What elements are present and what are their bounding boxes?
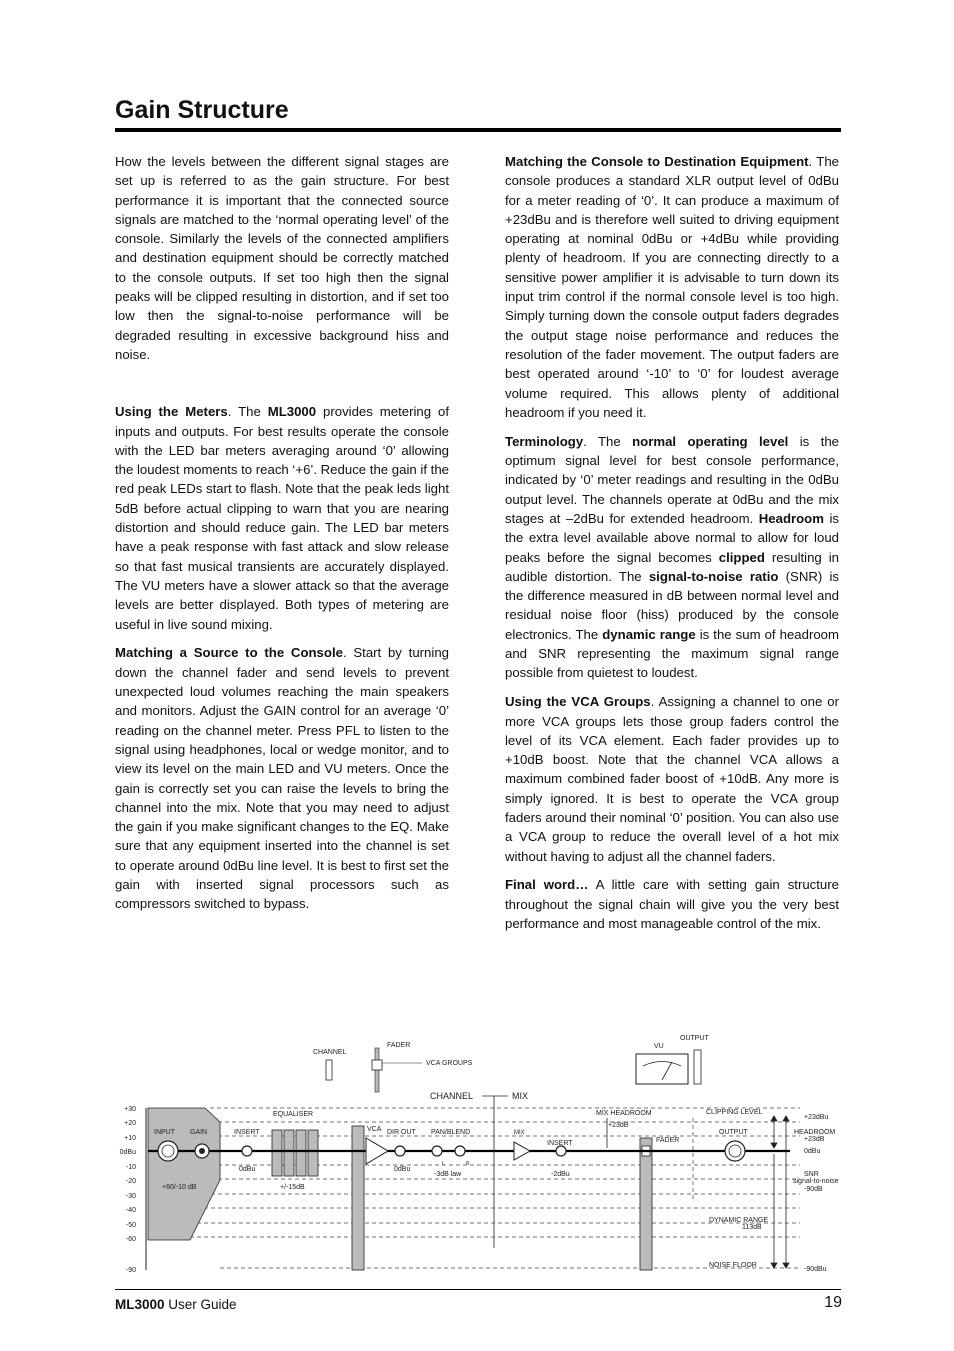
equaliser-blocks [272,1130,318,1176]
blend-knob-icon [455,1146,465,1156]
term-text-b: is the optimum signal level for best console performance, indicated by ‘0’ meter readings and resulting in the 0dBu output level. The channels operate at 0dBu and the mix stages at –2dBu for extended headroom. [505,433,839,526]
term-headroom: Headroom [758,510,824,526]
scale-label: -60 [125,1236,136,1243]
scale-label: -40 [125,1207,136,1214]
label-equaliser: EQUALISER [273,1111,314,1118]
term-text-d: resulting in audible distortion. The [505,549,839,584]
scale-label: -90 [125,1267,136,1274]
vca-text: . Assigning a channel to one or more VCA groups lets those group faders control the level of its VCA element. Each fader provides up to +10dB boost. Note that the channel VCA allows a maximum combined fader boost of +10dB. Any more is simply ignored. It is best to operate the VCA group faders around their nominal ‘0’ position. You can also use a VCA group to reduce the overall level of a hot mix without having to adjust all the channel faders. [505,694,840,864]
meters-paragraph [115,402,449,634]
output-connector-icon [725,1141,745,1161]
footer-guide-title [115,1297,237,1312]
label-dirout-0dbu: 0dBu [394,1166,411,1173]
meters-text-a: . The [227,404,268,420]
scale-labels [120,1106,136,1274]
label-channel: CHANNEL [313,1049,347,1056]
footer-guide: User Guide [164,1297,237,1312]
label-minus90dbu: -90dBu [804,1266,827,1273]
label-headroom-value: +23dB [804,1136,825,1143]
label-insert: INSERT [234,1129,260,1136]
product-name: ML3000 [267,404,317,420]
channel-meter-icon [326,1060,332,1080]
term-paragraph [505,432,839,683]
label-mix-insert: INSERT [547,1140,573,1147]
label-vca-groups: VCA GROUPS [426,1060,473,1067]
term-normal-operating-level: normal operating level [632,433,789,449]
label-output: OUTPUT [719,1129,748,1136]
term-text-f: is the sum of headroom and SNR representing the maximum signal range possible from quietest to loudest. [505,626,839,681]
channel-fader-bar [352,1126,364,1270]
input-gain-shape [148,1108,220,1240]
scale-label: -50 [125,1222,136,1229]
vca-heading: Using the VCA Groups [505,694,651,710]
label-pan-l: L [442,1161,445,1167]
label-input: INPUT [154,1129,175,1136]
term-snr: signal-to-noise ratio [648,568,779,584]
footer-product: ML3000 [115,1297,165,1312]
label-minus2dbu: -2dBu [551,1171,570,1178]
scale-label: 0dBu [119,1149,136,1156]
label-mix-small: MIX [514,1130,525,1136]
left-column [115,152,449,923]
gain-knob-center [199,1148,205,1154]
dest-heading: Matching the Console to Destination Equipment [505,154,809,169]
term-text-c: is the extra level available above normal to allow for loud peaks before the signal becomes [505,510,840,565]
right-column [505,152,839,943]
output-meter-icon [694,1050,701,1084]
fader-knob-icon [372,1060,382,1070]
label-dynamic-value: 113dB [742,1224,762,1231]
source-text: . Start by turning down the channel fader and send levels to prevent unexpected loud volumes reaching the main speakers and monitors. Adjust the GAIN control for an average ‘0’ reading on the channel meter. Press PFL to listen to the signal using headphones, local or wedge monitor, and to view its level on the main LED and VU meters. Once the gain is correctly set you can raise the levels to bring the channel into the mix. Note that you may need to adjust the gain if you make significant changes to the EQ. Make sure that any equipment inserted into the channel is set to operate around 0dBu line level. It is best to first set the gain with inserted signal processors such as compressors switched to bypass. [115,645,449,912]
dest-text: . The console produces a standard XLR output level of 0dBu for a meter reading of ‘0’. It can produce a maximum of +23dBu and is therefore well suited to driving equipment operating at nominal 0dBu or +4dBu while providing plenty of headroom. If you are connecting directly to a sensitive power amplifier it is advisable to turn down its input trim control if the normal console level is too high. Simply turning down the console output faders degrades the output stage noise performance and reduces the resolution of the fader movement. The output faders are best operated around ‘-10’ to ‘0’ for loudest average volume required. This allows plenty of additional headroom if you need it. [505,154,839,420]
final-text: A little care with setting gain structure throughout the signal chain will give you the very best performance and most manageable control of the mix. [505,877,839,932]
label-mix-fader: FADER [656,1137,680,1144]
mix-amp-icon [514,1142,530,1160]
final-paragraph [505,875,839,933]
term-text-a: . The [583,433,633,449]
mix-insert-jack-icon [556,1146,566,1156]
label-dynamic-range: DYNAMIC RANGE [709,1217,769,1224]
scale-label: +10 [124,1135,136,1142]
label-noise-floor: NOISE FLOOR [709,1262,757,1269]
term-clipped: clipped [718,549,765,565]
insert-jack-icon [242,1146,252,1156]
term-dynamic-range: dynamic range [602,626,696,642]
gain-structure-diagram [110,1030,850,1280]
scale-label: -20 [125,1178,136,1185]
label-plus23dbu: +23dBu [804,1114,829,1121]
vca-amp-icon [366,1138,388,1164]
label-headroom: HEADROOM [794,1129,836,1136]
label-insert-0dbu: 0dBu [239,1166,256,1173]
label-gain-range: +60/-10 dB [162,1184,197,1191]
pan-knob-icon [432,1146,442,1156]
vca-paragraph [505,692,839,866]
page-number: 19 [824,1294,842,1311]
dest-paragraph [505,152,839,422]
label-mix-plus23: +23dB [608,1122,629,1129]
scale-label: +20 [124,1120,136,1127]
label-gain: GAIN [190,1129,208,1136]
title-rule [115,128,841,132]
label-snr-value: -90dB [804,1186,823,1193]
label-snr-desc: signal-to-noise [793,1178,839,1185]
mix-fader-bar [640,1138,652,1270]
label-vu: VU [654,1043,664,1050]
label-snr: SNR [804,1171,819,1178]
scale-label: +30 [124,1106,136,1113]
level-arrows [607,1116,789,1268]
label-pan-r: R [466,1161,470,1167]
label-pan-blend: PAN/BLEND [431,1129,471,1136]
label-eq-range: +/-15dB [280,1184,305,1191]
intro-paragraph: How the levels between the different signal stages are set up is referred to as the gain structure. For best performance it is important that the connected source signals are matched to the ‘normal operating level’ of the console. Similarly the levels of the connected amplifiers and destination equipment should be correctly matched to the console outputs. If set too high then the signal peaks will be clipped resulting in distortion, and if set too low then the signal-to-noise performance will be degraded resulting in excessive background hiss and noise. [115,154,449,362]
label-clipping-level: CLIPPING LEVEL [706,1109,763,1116]
label-fader: FADER [387,1042,411,1049]
meters-heading: Using the Meters [115,404,228,420]
scale-label: -10 [125,1164,136,1171]
final-heading: Final word… [505,877,589,893]
term-text-e: (SNR) is the difference measured in dB between normal level and residual noise floor (hiss) produced by the console electronics. The [505,568,839,642]
dir-out-jack-icon [395,1146,405,1156]
scale-label: -30 [125,1193,136,1200]
source-heading: Matching a Source to the Console [115,645,343,661]
input-connector-icon [158,1141,178,1161]
label-0dbu-right: 0dBu [804,1148,821,1155]
label-mix-headroom: MIX HEADROOM [596,1110,652,1117]
label-vca: VCA [367,1126,382,1133]
label-mix-section: MIX [512,1091,529,1101]
term-heading: Terminology [505,433,584,449]
source-paragraph [115,643,449,913]
label-dir-out: DIR OUT [387,1129,416,1136]
page-title: Gain Structure [115,96,289,124]
footer-rule [115,1289,841,1290]
meters-text-b: provides metering of inputs and outputs. For best results operate the console with the LED bar meters averaging around ‘0’ allowing the loudest moments to reach ‘+6’. Reduce the gain if the red peak LEDs start to flash. Note that the peak leds light 5dB before actual clipping to warn that you are nearing distortion and should reduce gain. The LED bar meters have a peak response with fast attack and slow release so that fast musical transients are accurately displayed. The VU meters have a slower attack so that the average levels are better displayed. Both types of metering are useful in live sound mixing. [115,404,449,632]
label-pan-law: -3dB law [434,1171,462,1178]
label-output-top: OUTPUT [680,1035,709,1042]
label-channel-section: CHANNEL [430,1091,474,1101]
